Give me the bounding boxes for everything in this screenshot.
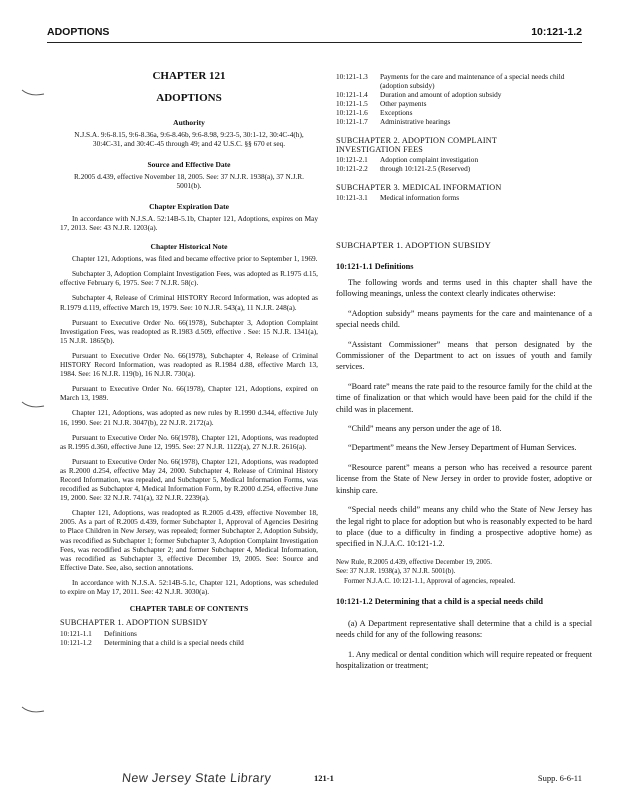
history-note: In accordance with N.J.S.A. 52:14B-5.1c, Chapter 121, Adoptions, was scheduled to expire on May 17, 2011. See: 42 N.J.R. 3030(a). <box>60 577 318 596</box>
toc-item <box>336 164 592 173</box>
section-heading-special-needs: 10:121-1.2 Determining that a child is a special needs child <box>336 597 543 607</box>
section-heading-definitions: 10:121-1.1 Definitions <box>336 262 414 271</box>
authority-heading: Authority <box>173 118 205 127</box>
section-paragraph: (a) A Department representative shall determine that a child is a special needs child for any of the following reasons: <box>336 618 592 640</box>
toc-item <box>336 108 592 117</box>
toc-item-title: Payments for the care and maintenance of a special needs child (adoption subsidy) <box>380 72 565 90</box>
history-note: Pursuant to Executive Order No. 66(1978), Chapter 121, Adoptions, was readopted as R.1995 d.360, effective June 12, 1995. See: 27 N.J.R. 1122(a), 27 N.J.R. 2616(a). <box>60 432 318 451</box>
toc-item-number: 10:121-1.3 <box>336 72 368 81</box>
toc-item-number: 10:121-1.1 <box>60 629 92 639</box>
toc-item-title: Medical information forms <box>380 193 460 202</box>
toc-item-title: Other payments <box>380 99 427 108</box>
supplement-date: Supp. 6-6-11 <box>537 773 582 783</box>
toc-item <box>336 193 592 202</box>
toc-item-title: Duration and amount of adoption subsidy <box>380 90 502 99</box>
toc-item <box>60 629 318 638</box>
history-note: Subchapter 3, Adoption Complaint Investigation Fees, was adopted as R.1975 d.15, effective February 6, 1975. See: 7 N.J.R. 58(c). <box>60 269 318 288</box>
history-note: Pursuant to Executive Order No. 66(1978), Subchapter 3, Adoption Complaint Investigation Fees, was readopted as R.1983 d.509, effective . See: 15 N.J.R. 1341(a), 15 N.J.R. 1865(b). <box>60 317 318 345</box>
margin-mark-icon <box>20 88 46 98</box>
toc-list-sub3 <box>336 193 592 202</box>
toc-item-number: 10:121-1.7 <box>336 117 368 126</box>
toc-subchapter-2: SUBCHAPTER 2. ADOPTION COMPLAINT INVESTIGATION FEES <box>336 136 497 154</box>
toc-item-title: through 10:121-2.5 (Reserved) <box>380 164 471 173</box>
header-section: 10:121-1.2 <box>531 26 582 38</box>
section-history-note: See: 37 N.J.R. 1938(a), 37 N.J.R. 5001(b). <box>336 567 456 576</box>
toc-item <box>336 155 592 164</box>
source-text: R.2005 d.439, effective November 18, 2005. See: 37 N.J.R. 1938(a), 37 N.J.R. 5001(b). <box>74 172 304 190</box>
chapter-name: ADOPTIONS <box>156 92 222 104</box>
definition-paragraph: “Assistant Commissioner” means that person designated by the Commissioner of the Department to act on issues of youth and family services. <box>336 339 592 372</box>
margin-mark-icon <box>20 400 46 410</box>
toc-item-title: Definitions <box>104 629 137 639</box>
toc-item-number: 10:121-1.2 <box>60 638 92 648</box>
definition-paragraph: “Special needs child” means any child who the State of New Jersey has the legal right to place for adoption but who is reasonably expected to be hard to place (due to a difficulty in finding a prospective adoptive home) as specified in N.J.A.C. 10:121-1.2. <box>336 505 592 549</box>
history-note: Pursuant to Executive Order No. 66(1978), Chapter 121, Adoptions, expired on March 13, 1989. <box>60 384 318 403</box>
left-column <box>60 48 318 647</box>
definition-paragraph: “Resource parent” means a person who has received a resource parent license from the State of New Jersey in order to provide foster, adoptive or kinship care. <box>336 462 592 495</box>
source-heading: Source and Effective Date <box>147 160 231 169</box>
right-column <box>336 72 592 679</box>
toc-item <box>60 638 318 647</box>
history-note: Subchapter 4, Release of Criminal HISTORY Record Information, was adopted as R.1979 d.119, effective March 19, 1979. See: 10 N.J.R. 543(a), 11 N.J.R. 248(a). <box>60 293 318 312</box>
toc-item-title: Determining that a child is a special needs child <box>104 638 244 648</box>
history-note: Chapter 121, Adoptions, was filed and became effective prior to September 1, 1969. <box>72 254 318 264</box>
chapter-number: CHAPTER 121 <box>152 70 226 82</box>
history-note: Chapter 121, Adoptions, was adopted as new rules by R.1990 d.344, effective July 16, 1990. See: 21 N.J.R. 3047(b), 22 N.J.R. 2172(a). <box>60 408 318 427</box>
toc-item <box>336 90 592 99</box>
authority-text: N.J.S.A. 9:6-8.15, 9:6-8.36a, 9:6-8.46b, 9:6-8.98, 9:23-5, 30:1-12, 30:4C-4(h), 30:4C-31, and 30:4C-45 through 49; and 42 U.S.C. §§ 670 et seq. <box>74 130 304 148</box>
margin-mark-icon <box>20 705 46 715</box>
toc-item-number: 10:121-1.5 <box>336 99 368 108</box>
toc-list <box>60 629 318 647</box>
toc-item-number: 10:121-3.1 <box>336 193 368 202</box>
header-rule <box>47 42 582 43</box>
toc-item-title: Administrative hearings <box>380 117 451 126</box>
definition-paragraph: “Department” means the New Jersey Department of Human Services. <box>348 443 577 453</box>
running-header <box>47 26 582 40</box>
section-paragraph: 1. Any medical or dental condition which will require repeated or frequent hospitalization or treatment; <box>336 649 592 670</box>
page-number: 121-1 <box>314 773 334 783</box>
history-heading: Chapter Historical Note <box>150 242 228 252</box>
toc-item-title: Exceptions <box>380 108 413 117</box>
toc-item-number: 10:121-2.1 <box>336 155 368 164</box>
toc-item-number: 10:121-1.6 <box>336 108 368 117</box>
library-stamp: New Jersey State Library <box>121 771 272 785</box>
definition-paragraph: “Adoption subsidy” means payments for the care and maintenance of a special needs child. <box>336 308 592 330</box>
definition-paragraph: The following words and terms used in this chapter shall have the following meanings, unless the context clearly indicates otherwise: <box>336 278 592 299</box>
toc-item <box>336 72 592 90</box>
toc-item-title: Adoption complaint investigation <box>380 155 479 164</box>
toc-item <box>336 99 592 108</box>
expiration-heading: Chapter Expiration Date <box>149 202 229 211</box>
section-history-note: New Rule, R.2005 d.439, effective December 19, 2005. <box>336 557 492 566</box>
history-note: Pursuant to Executive Order No. 66(1978), Chapter 121, Adoptions, was readopted as R.2000 d.254, effective May 24, 2000. Subchapter 4, Release of Criminal History Record Information, was repealed, and Subchapter 5, Medical Information Forms, was recodified as Subchapter 4, Medical Information Form, by R.2000 d.254, effective June 19, 2000. See: 32 N.J.R. 741(a), 32 N.J.R. 2239(a). <box>60 456 318 503</box>
toc-subchapter-1: SUBCHAPTER 1. ADOPTION SUBSIDY <box>60 618 208 628</box>
toc-list-continued <box>336 72 592 126</box>
toc-item <box>336 117 592 126</box>
toc-item-number: 10:121-1.4 <box>336 90 368 99</box>
toc-subchapter-3: SUBCHAPTER 3. MEDICAL INFORMATION <box>336 183 502 192</box>
header-title: ADOPTIONS <box>47 26 110 38</box>
toc-title: CHAPTER TABLE OF CONTENTS <box>129 604 249 614</box>
page-footer <box>60 771 582 787</box>
definition-paragraph: “Child” means any person under the age of 18. <box>348 424 502 434</box>
subchapter-1-heading: SUBCHAPTER 1. ADOPTION SUBSIDY <box>336 240 491 250</box>
history-note: Pursuant to Executive Order No. 66(1978), Subchapter 4, Release of Criminal HISTORY Record Information, was readopted as R.1984 d.88, effective March 13, 1984. See: 16 N.J.R. 119(b), 16 N.J.R. 730(a). <box>60 350 318 379</box>
toc-item-number: 10:121-2.2 <box>336 164 368 173</box>
history-note: Chapter 121, Adoptions, was readopted as R.2005 d.439, effective November 18, 2005. As a part of R.2005 d.439, former Subchapter 1, Approval of Agencies Desiring to Place Children in New Jersey, was repealed; former Subchapter 2, Adoption Subsidy, was recodified as Subchapter 1; former Subchapter 3, Adoption Complaint Investigation Fees, was recodified as Subchapter 2; and former Subchapter 4, Medical Information, was recodified as Subchapter 3, effective December 19, 2005. See: Source and Effective Date. See, also, section annotations. <box>60 508 318 572</box>
section-history-note: Former N.J.A.C. 10:121-1.1, Approval of agencies, repealed. <box>344 576 516 585</box>
definition-paragraph: “Board rate” means the rate paid to the resource family for the child at the time of finalization or that which would have been paid for the child if the child was in placement. <box>336 381 592 414</box>
toc-list-sub2 <box>336 155 592 173</box>
expiration-text: In accordance with N.J.S.A. 52:14B-5.1b, Chapter 121, Adoptions, expires on May 17, 2013. See: 43 N.J.R. 1203(a). <box>60 214 318 233</box>
